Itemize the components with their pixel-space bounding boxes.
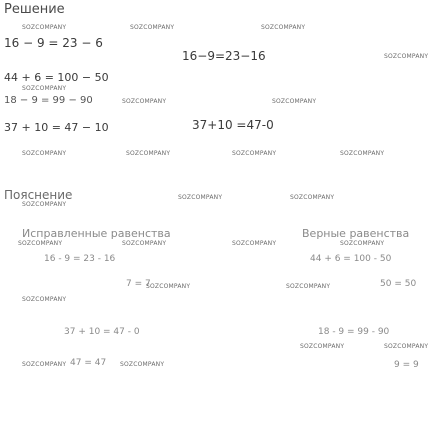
left-equation-2: 7 = 7 [126,279,151,289]
right-equation-1: 44 + 6 = 100 - 50 [310,254,392,264]
equation-2: 44 + 6 = 100 − 50 [4,71,109,84]
right-equation-3: 18 - 9 = 99 - 90 [318,327,390,337]
page-title: Решение [4,2,65,17]
watermark: SOZCOMPANY [126,150,171,157]
equation-1-corrected: 16−9=23−16 [182,49,266,63]
watermark: SOZCOMPANY [261,24,306,31]
watermark: SOZCOMPANY [300,343,345,350]
watermark: SOZCOMPANY [272,98,317,105]
equation-4: 37 + 10 = 47 − 10 [4,121,109,134]
equation-3: 18 − 9 = 99 − 90 [4,95,93,106]
watermark: SOZCOMPANY [22,296,67,303]
watermark: SOZCOMPANY [22,201,67,208]
watermark: SOZCOMPANY [122,98,167,105]
watermark: SOZCOMPANY [22,150,67,157]
left-equation-1: 16 - 9 = 23 - 16 [44,254,116,264]
watermark: SOZCOMPANY [178,194,223,201]
watermark: SOZCOMPANY [384,343,429,350]
watermark: SOZCOMPANY [120,361,165,368]
watermark: SOZCOMPANY [286,283,331,290]
watermark: SOZCOMPANY [22,361,67,368]
watermark: SOZCOMPANY [22,85,67,92]
watermark: SOZCOMPANY [232,150,277,157]
left-equation-4: 47 = 47 [70,358,107,368]
watermark: SOZCOMPANY [122,240,167,247]
right-equation-2: 50 = 50 [380,279,417,289]
equation-1: 16 − 9 = 23 − 6 [4,36,103,50]
watermark: SOZCOMPANY [290,194,335,201]
left-column-header: Исправленные равенства [22,227,171,240]
section-title: Пояснение [4,188,73,202]
watermark: SOZCOMPANY [130,24,175,31]
watermark: SOZCOMPANY [18,240,63,247]
left-equation-3: 37 + 10 = 47 - 0 [64,327,140,337]
equation-4-corrected: 37+10 =47-0 [192,118,274,132]
watermark: SOZCOMPANY [340,240,385,247]
watermark: SOZCOMPANY [146,283,191,290]
watermark: SOZCOMPANY [232,240,277,247]
watermark: SOZCOMPANY [384,53,429,60]
right-column-header: Верные равенства [302,227,410,240]
watermark: SOZCOMPANY [22,24,67,31]
watermark: SOZCOMPANY [340,150,385,157]
right-equation-4: 9 = 9 [394,360,419,370]
